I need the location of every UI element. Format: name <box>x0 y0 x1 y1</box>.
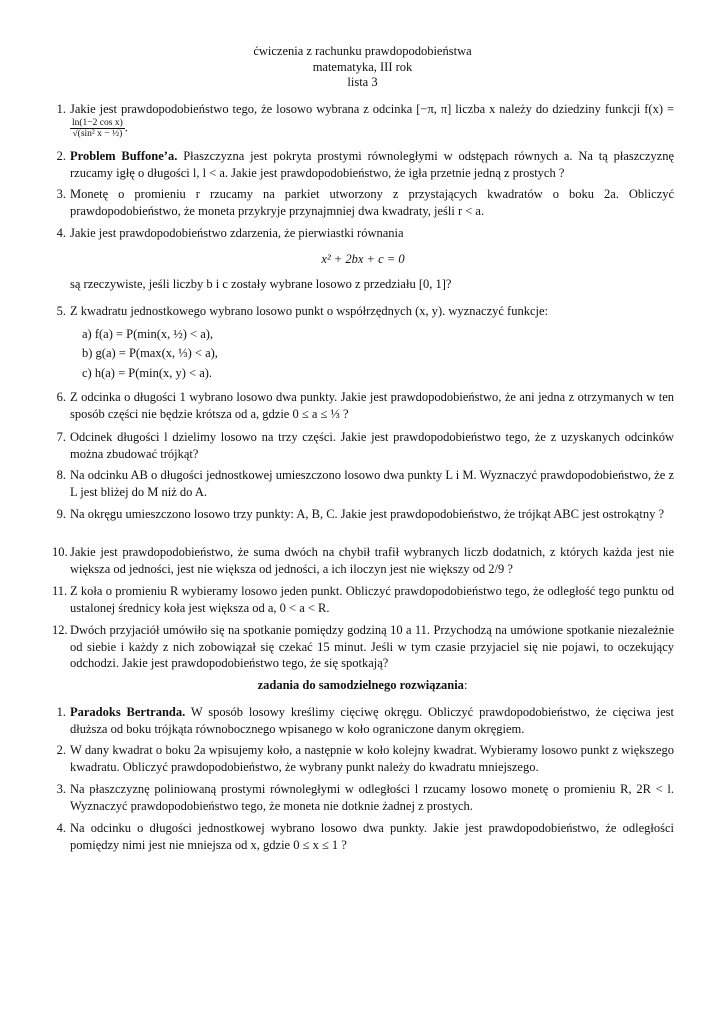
problem-number: 2. <box>56 743 66 757</box>
course-subtitle: matematyka, III rok <box>312 59 413 74</box>
extra-problem-4 <box>52 820 674 853</box>
problem-number: 7. <box>56 430 66 444</box>
problem-9 <box>52 506 674 523</box>
problem-1 <box>52 101 674 139</box>
problem-6 <box>52 389 674 422</box>
function-label: f(x) = <box>644 102 674 116</box>
problem-text: Na płaszczyznę poliniowaną prostymi równoległymi w odległości l rzucamy losowo monetę o promieniu R, 2R < l. Wyznaczyć prawdopodobieństwo tego, że moneta nie dotknie żadnej z prostych. <box>70 782 674 813</box>
document-header <box>0 44 725 91</box>
section-title <box>0 678 725 693</box>
problem-8 <box>52 467 674 500</box>
problem-number: 11. <box>52 584 68 598</box>
problem-text: Na okręgu umieszczono losowo trzy punkty: A, B, C. Jakie jest prawdopodobieństwo, że trójkąt ABC jest ostrokątny ? <box>70 507 665 521</box>
section-title-text: zadania do samodzielnego rozwiązania <box>257 678 464 692</box>
subitem-b: b) g(a) = P(max(x, ⅓) < a), <box>82 346 218 360</box>
problem-text: Jakie jest prawdopodobieństwo zdarzenia, że pierwiastki równania <box>70 226 404 240</box>
problem-number: 12. <box>52 623 68 637</box>
problem-text: Z koła o promieniu R wybieramy losowo jeden punkt. Obliczyć prawdopodobieństwo tego, że odległość tego punktu od ustalonej średnicy koła jest większa od a, 0 < a < R. <box>70 584 674 615</box>
subitem-c: c) h(a) = P(min(x, y) < a). <box>82 365 213 380</box>
list-number: lista 3 <box>347 75 378 89</box>
problem-text: Jakie jest prawdopodobieństwo tego, że losowo wybrana z odcinka [−π, π] liczba x należy do dziedziny funkcji <box>70 102 641 116</box>
problem-text: Odcinek długości l dzielimy losowo na trzy części. Jakie jest prawdopodobieństwo tego, że z uzyskanych odcinków można zbudować trójkąt? <box>70 430 674 461</box>
problem-7 <box>52 429 674 462</box>
problem-title: Paradoks Bertranda. <box>70 705 186 719</box>
problem-text: Jakie jest prawdopodobieństwo, że suma dwóch na chybił trafił wybranych liczb dodatnich, z których każda jest nie większa od jedności, jest nie większa od jedności, a ich iloczyn jest nie większy od 2/9 ? <box>70 545 674 576</box>
problem-text: Dwóch przyjaciół umówiło się na spotkanie pomiędzy godziną 10 a 11. Przychodzą na umówione spotkanie niezależnie od siebie i każdy z nich zobowiązał się czekać 15 minut. Jeśli w tym czasie przyjaciel się nie pojawi, to oczekujący odchodzi. Jakie jest prawdopodobieństwo tego, że się spotkają? <box>70 623 674 670</box>
sentence-end: . <box>124 119 128 134</box>
problem-number: 8. <box>56 468 66 482</box>
problem-number: 3. <box>56 782 66 796</box>
problem-text: W sposób losowy kreślimy cięciwę okręgu. Obliczyć prawdopodobieństwo, że cięciwa jest dłuższa od boku trójkąta równobocznego wpisanego w koło ograniczone danym okręgiem. <box>70 705 674 736</box>
fraction-denominator: √(sin² x − ½) <box>72 128 123 139</box>
problem-10 <box>52 544 674 577</box>
problem-4 <box>52 225 674 293</box>
problem-number: 4. <box>56 226 66 240</box>
problem-text: Z odcinka o długości 1 wybrano losowo dwa punkty. Jakie jest prawdopodobieństwo, że ani jedna z otrzymanych w ten sposób części nie będzie krótsza od a, gdzie 0 ≤ a ≤ ⅓ ? <box>70 390 674 421</box>
problem-number: 4. <box>56 821 66 835</box>
problem-12 <box>52 622 674 672</box>
problem-text: Na odcinku AB o długości jednostkowej umieszczono losowo dwa punkty L i M. Wyznaczyć prawdopodobieństwo, że z L jest bliżej do M niż do A. <box>70 468 674 499</box>
problem-text: Płaszczyzna jest pokryta prostymi równoległymi w odstępach równych a. Na tą płaszczyznę rzucamy igłę o długości l, l < a. Jakie jest prawdopodobieństwo, że igła przetnie jedną z prostych ? <box>70 149 675 180</box>
problem-number: 1. <box>56 705 66 719</box>
problem-text: Na odcinku o długości jednostkowej wybrano losowo dwa punkty. Jakie jest prawdopodobieństwo, że odległości pomiędzy nimi jest nie mniejsza od x, gdzie 0 ≤ x ≤ 1 ? <box>70 821 674 852</box>
section-title-colon: : <box>463 678 468 692</box>
problem-number: 10. <box>52 545 68 559</box>
problem-title: Problem Buffone’a. <box>70 149 178 163</box>
problem-number: 1. <box>56 102 66 116</box>
problem-2 <box>52 148 674 181</box>
problem-11 <box>52 583 674 616</box>
problem-number: 9. <box>56 507 66 521</box>
problem-text: W dany kwadrat o boku 2a wpisujemy koło, a następnie w koło kolejny kwadrat. Wybieramy losowo punkt z większego kwadratu. Obliczyć prawdopodobieństwo, że wybrany punkt należy do kwadratu mniejszego. <box>70 743 674 774</box>
problem-text-cont: są rzeczywiste, jeśli liczby b i c zostały wybrane losowo z przedziału [0, 1]? <box>70 277 452 291</box>
problem-text: Z kwadratu jednostkowego wybrano losowo punkt o współrzędnych (x, y). wyznaczyć funkcje: <box>70 304 548 318</box>
problem-number: 3. <box>56 187 66 201</box>
problem-number: 2. <box>56 149 66 163</box>
problem-3 <box>52 186 674 219</box>
fraction-numerator: ln(1−2 cos x) <box>72 117 123 128</box>
extra-problem-3 <box>52 781 674 814</box>
course-title: ćwiczenia z rachunku prawdopodobieństwa <box>253 44 472 58</box>
problem-number: 5. <box>56 304 66 318</box>
subitem-a: a) f(a) = P(min(x, ½) < a), <box>82 326 214 341</box>
quadratic-equation: x² + 2bx + c = 0 <box>321 251 405 266</box>
problem-number: 6. <box>56 390 66 404</box>
function-fraction <box>70 118 125 139</box>
extra-problem-1 <box>52 704 674 737</box>
problem-5 <box>52 303 674 384</box>
extra-problem-2 <box>52 742 674 775</box>
problem-text: Monetę o promieniu r rzucamy na parkiet utworzony z przystających kwadratów o boku 2a. Obliczyć prawdopodobieństwo, że moneta przykryje przynajmniej dwa kwadraty, jeśli r < a. <box>70 187 674 218</box>
